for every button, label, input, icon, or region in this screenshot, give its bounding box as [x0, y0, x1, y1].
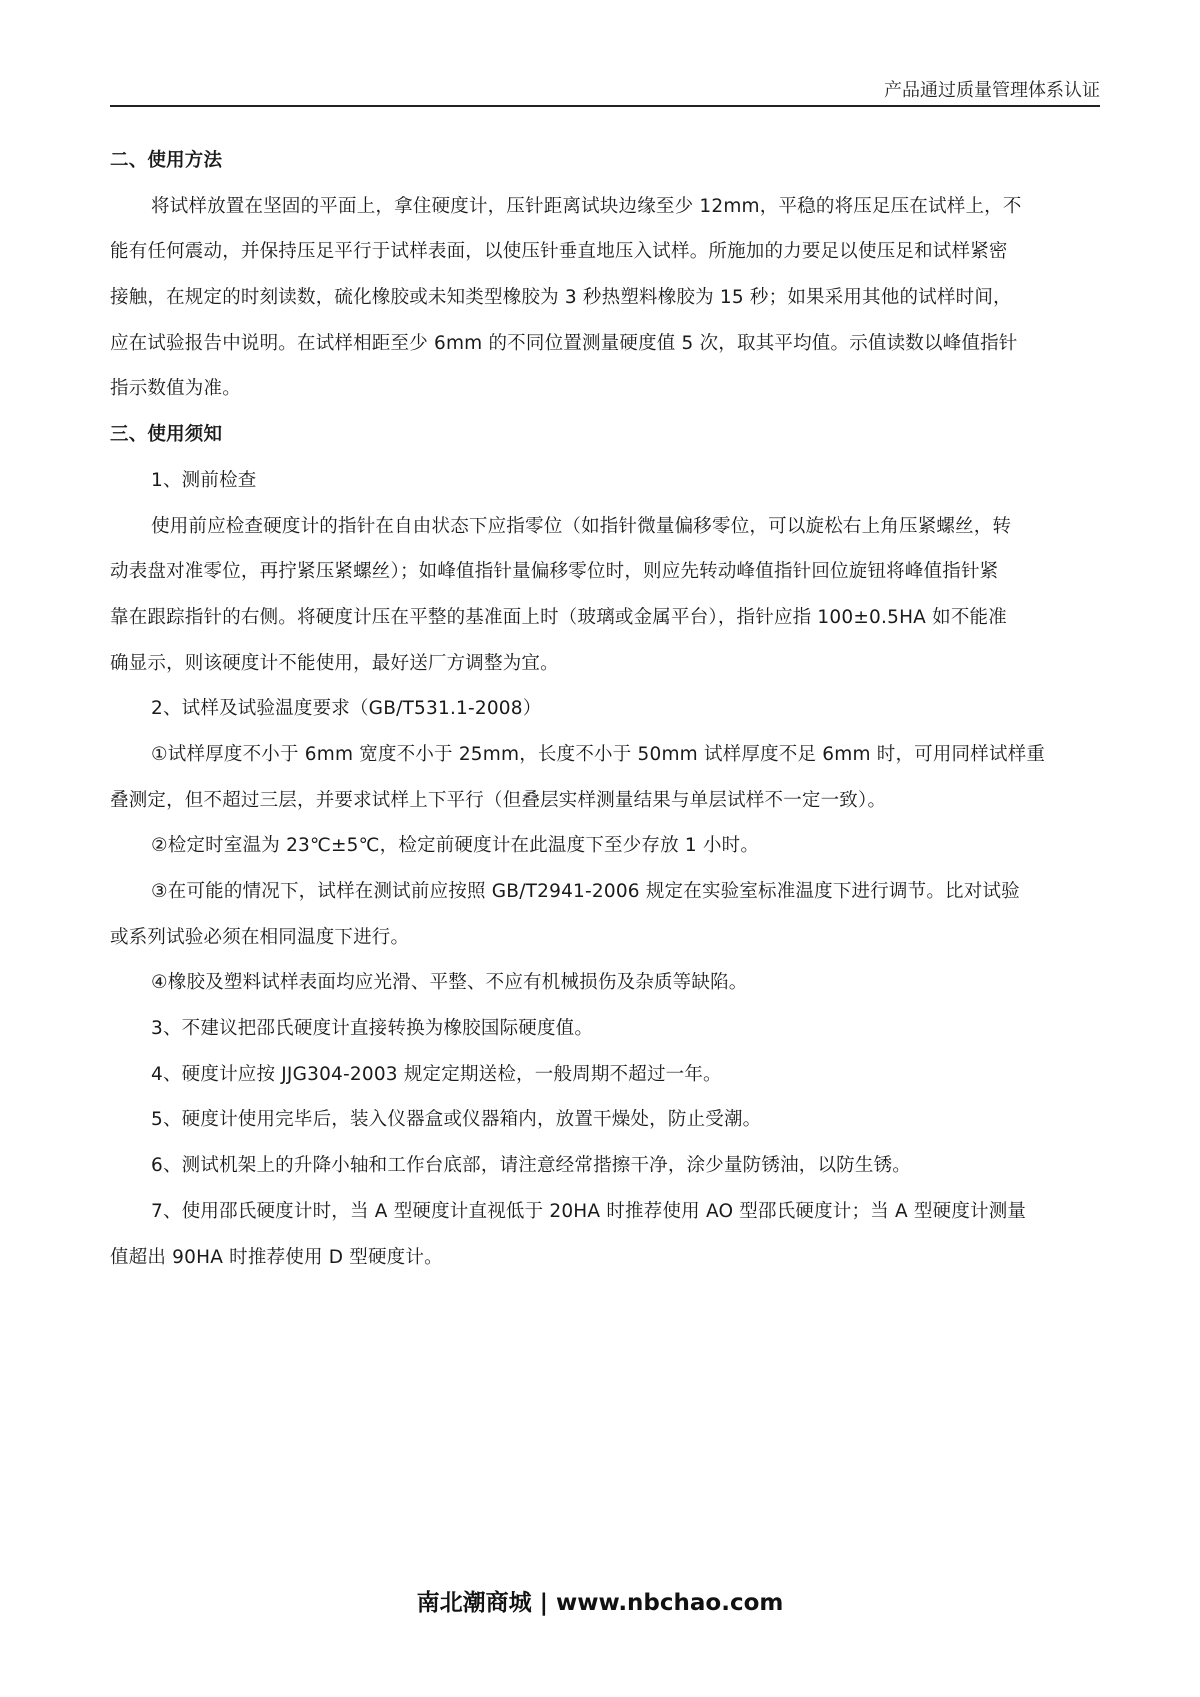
- text-line: 确显示，则该硬度计不能使用，最好送厂方调整为宜。: [110, 652, 559, 674]
- text-line: 接触，在规定的时刻读数，硫化橡胶或未知类型橡胶为 3 秒热塑料橡胶为 15 秒；如果采用其他的试样时间，: [110, 287, 1012, 309]
- text-line: 将试样放置在坚固的平面上，拿住硬度计，压针距离试块边缘至少 12mm，平稳的将压足压在试样上，不: [151, 195, 1022, 217]
- footer-brand: 南北潮商城 | www.nbchao.com: [416, 1590, 784, 1616]
- text-line: ④橡胶及塑料试样表面均应光滑、平整、不应有机械损伤及杂质等缺陷。: [151, 972, 748, 994]
- text-line: 2、试样及试验温度要求（GB/T531.1-2008）: [151, 698, 542, 720]
- text-line: 3、不建议把邵氏硬度计直接转换为橡胶国际硬度值。: [151, 1018, 594, 1040]
- text-line: 叠测定，但不超过三层，并要求试样上下平行（但叠层实样测量结果与单层试样不一定一致）。: [110, 789, 887, 811]
- text-line: 1、测前检查: [151, 469, 257, 491]
- text-line: 靠在跟踪指针的右侧。将硬度计压在平整的基准面上时（玻璃或金属平台），指针应指 100±0.5HA 如不能准: [110, 606, 1007, 628]
- text-line: ②检定时室温为 23℃±5℃，检定前硬度计在此温度下至少存放 1 小时。: [151, 835, 760, 857]
- text-line: 6、测试机架上的升降小轴和工作台底部，请注意经常揩擦干净，涂少量防锈油，以防生锈。: [151, 1155, 911, 1177]
- header-title: 产品通过质量管理体系认证: [884, 80, 1100, 101]
- text-line: ③在可能的情况下，试样在测试前应按照 GB/T2941-2006 规定在实验室标准温度下进行调节。比对试验: [151, 881, 1020, 902]
- section-heading: 二、使用方法: [110, 150, 223, 171]
- text-line: 或系列试验必须在相同温度下进行。: [110, 926, 410, 948]
- text-line: 4、硬度计应按 JJG304-2003 规定定期送检，一般周期不超过一年。: [151, 1063, 722, 1085]
- section-heading: 三、使用须知: [110, 424, 223, 446]
- text-line: 应在试验报告中说明。在试样相距至少 6mm 的不同位置测量硬度值 5 次，取其平均值。示值读数以峰值指针: [110, 332, 1018, 354]
- text-line: 5、硬度计使用完毕后，装入仪器盒或仪器箱内，放置干燥处，防止受潮。: [151, 1109, 762, 1131]
- text-line: 使用前应检查硬度计的指针在自由状态下应指零位（如指针微量偏移零位，可以旋松右上角压紧螺丝，转: [151, 515, 1012, 537]
- text-line: 7、使用邵氏硬度计时，当 A 型硬度计直视低于 20HA 时推荐使用 AO 型邵氏硬度计；当 A 型硬度计测量: [151, 1200, 1027, 1222]
- header-divider: [110, 105, 1100, 107]
- text-line: 动表盘对准零位，再拧紧压紧螺丝）；如峰值指针量偏移零位时，则应先转动峰值指针回位旋钮将峰值指针紧: [110, 561, 999, 583]
- text-line: 能有任何震动，并保持压足平行于试样表面，以使压针垂直地压入试样。所施加的力要足以使压足和试样紧密: [110, 241, 1008, 263]
- text-line: 值超出 90HA 时推荐使用 D 型硬度计。: [110, 1246, 443, 1268]
- text-line: 指示数值为准。: [110, 378, 241, 400]
- text-line: ①试样厚度不小于 6mm 宽度不小于 25mm，长度不小于 50mm 试样厚度不足 6mm 时，可用同样试样重: [151, 743, 1046, 765]
- document-body: [110, 138, 1100, 1280]
